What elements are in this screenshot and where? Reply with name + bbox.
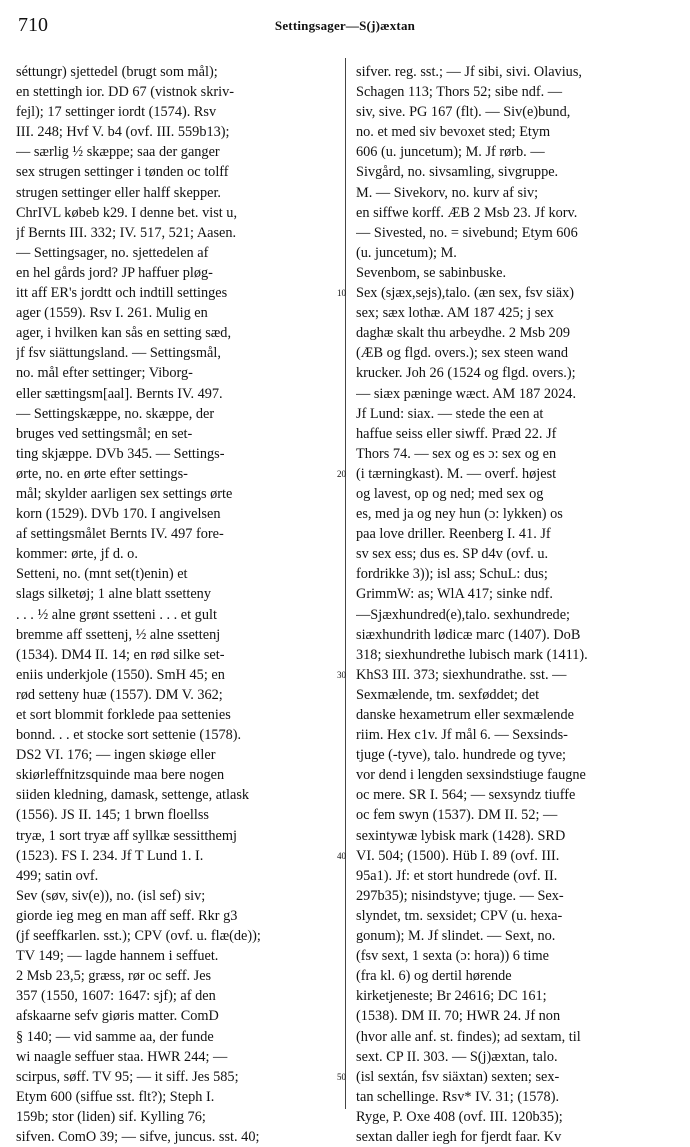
- text-line: Etym 600 (siffue sst. flt?); Steph I.: [16, 1088, 215, 1105]
- text-line: gonum); M. Jf slindet. — Sext, no.: [356, 928, 556, 945]
- text-line: siiden kledning, damask, settenge, atlask: [16, 787, 250, 804]
- text-line: es, med ja og ney hun (ɔ: lykken) os: [356, 506, 563, 523]
- text-line: KhS3 III. 373; siexhundrathe. sst. —: [356, 666, 567, 683]
- text-line: sifven. ComO 39; — sifve, juncus. sst. 40;: [16, 1128, 260, 1145]
- text-line: sextan daller iegh for fjerdt faar. Kv: [356, 1128, 562, 1145]
- text-line: bruges ved settingsmål; en set-: [16, 425, 193, 442]
- text-line: (jf seeffkarlen. sst.); CPV (ovf. u. flæ(de));: [16, 928, 261, 945]
- text-line: siv, sive. PG 167 (flt). — Siv(e)bund,: [356, 104, 571, 121]
- text-line: Thors 74. — sex og es ɔ: sex og en: [356, 445, 557, 462]
- text-line: 297b35); nisindstyve; tjuge. — Sex-: [356, 887, 564, 904]
- text-line: mål; skylder aarligen sex settings ørte: [16, 485, 233, 502]
- text-line: 606 (u. juncetum); M. Jf rørb. —: [356, 144, 545, 161]
- margin-number: 20: [337, 469, 346, 479]
- text-line: no. et med siv bevoxet sted; Etym: [356, 124, 551, 141]
- text-line: (i tærningkast). M. — overf. højest: [356, 465, 557, 482]
- text-line: paa love driller. Reenberg I. 41. Jf: [356, 526, 551, 543]
- text-line: krucker. Joh 26 (1524 og flgd. overs.);: [356, 365, 576, 382]
- text-line: M. — Sivekorv, no. kurv af siv;: [356, 184, 539, 201]
- text-line: 318; siexhundrethe lubisch mark (1411).: [356, 646, 588, 663]
- margin-number: 40: [337, 850, 346, 861]
- text-line: Jf Lund: siax. — stede the een at: [356, 405, 544, 422]
- text-line: (1523). FS I. 234. Jf T Lund 1. I.: [16, 847, 204, 864]
- margin-number: 50: [337, 1072, 346, 1082]
- text-line: 499; satin ovf.: [16, 867, 99, 884]
- text-line: séttungr) sjettedel (brugt som mål);: [16, 64, 218, 80]
- text-line: ager (1559). Rsv I. 261. Mulig en: [16, 305, 208, 322]
- text-line: 95a1). Jf: et stort hundrede (ovf. II.: [356, 867, 558, 884]
- text-line: Sexmælende, tm. sexføddet; det: [356, 686, 540, 703]
- page-header: [18, 14, 672, 40]
- text-line: oc mere. SR I. 564; — sexsyndz tiuffe: [356, 787, 576, 804]
- text-line: rød setteny huæ (1557). DM V. 362;: [16, 686, 223, 703]
- text-line: ager, i hvilken kan sås en setting sæd,: [16, 325, 232, 342]
- text-line: Sivgård, no. sivsamling, sivgruppe.: [356, 164, 559, 181]
- text-line: —Sjæxhundred(e),talo. sexhundrede;: [356, 606, 571, 623]
- text-line: slyndet, tm. sexsidet; CPV (u. hexa-: [356, 907, 563, 924]
- text-line: sext. CP II. 303. — S(j)æxtan, talo.: [356, 1048, 558, 1065]
- text-line: (1538). DM II. 70; HWR 24. Jf non: [356, 1008, 561, 1025]
- text-line: ting skjæppe. DVb 345. — Settings-: [16, 445, 225, 462]
- text-line: vor dend i lengden sexsindstiuge faugne: [356, 767, 586, 784]
- text-line: bonnd. . . et stocke sort settenie (1578).: [16, 727, 242, 744]
- text-line: og lavest, op og ned; med sex og: [356, 485, 544, 502]
- text-line: ørte, no. en ørte efter settings-: [16, 465, 188, 482]
- text-line: DS2 VI. 176; — ingen skiøge eller: [16, 747, 216, 764]
- text-line: danske hexametrum eller sexmælende: [356, 707, 574, 723]
- left-column: [16, 62, 334, 1147]
- text-line: (fra kl. 6) og dertil hørende: [356, 968, 512, 985]
- text-line: en stettingh ior. DD 67 (vistnok skriv-: [16, 84, 235, 101]
- text-line: Schagen 113; Thors 52; sibe ndf. —: [356, 84, 563, 101]
- text-line: korn (1529). DVb 170. I angivelsen: [16, 506, 221, 523]
- text-line: sex strugen settinger i tønden oc tolff: [16, 164, 229, 181]
- text-line: daghæ skalt thu arbeydhe. 2 Msb 209: [356, 325, 571, 342]
- text-line: fejl); 17 settinger iordt (1574). Rsv: [16, 104, 217, 121]
- text-line: (u. juncetum); M.: [356, 244, 457, 261]
- text-line: jf fsv siättungsland. — Settingsmål,: [16, 345, 221, 362]
- text-line: sex; sæx lothæ. AM 187 425; j sex: [356, 305, 554, 322]
- text-line: kirketjeneste; Br 24616; DC 161;: [356, 988, 547, 1005]
- margin-number: 10: [337, 288, 346, 299]
- text-line: — siæx pæninge wæct. AM 187 2024.: [356, 385, 577, 402]
- text-line: tan schellinge. Rsv* IV. 31; (1578).: [356, 1088, 560, 1105]
- text-line: (hvor alle anf. st. findes); ad sextam, til: [356, 1028, 581, 1045]
- text-line: itt aff ER's jordtt och indtill settinges: [16, 285, 228, 302]
- text-line: riim. Hex c1v. Jf mål 6. — Sexsinds-: [356, 727, 568, 744]
- text-line: Ryge, P. Oxe 408 (ovf. III. 120b35);: [356, 1108, 563, 1125]
- text-line: tjuge (-tyve), talo. hundrede og tyve;: [356, 747, 567, 764]
- text-line: strugen settinger eller halff skepper.: [16, 184, 221, 201]
- text-line: sv sex ess; dus es. SP d4v (ovf. u.: [356, 546, 549, 563]
- text-line: et sort blommit forklede paa settenies: [16, 707, 231, 723]
- margin-number: 30: [337, 670, 346, 680]
- text-line: Sevenbom, se sabinbuske.: [356, 264, 507, 281]
- text-line: en siffwe korff. ÆB 2 Msb 23. Jf korv.: [356, 204, 578, 221]
- text-line: en hel gårds jord? JP haffuer pløg-: [16, 264, 213, 281]
- text-line: jf Bernts III. 332; IV. 517, 521; Aasen.: [16, 224, 237, 241]
- text-line: fordrikke 3)); isl ass; SchuL: dus;: [356, 566, 548, 583]
- text-line: VI. 504; (1500). Hüb I. 89 (ovf. III.: [356, 847, 560, 864]
- text-line: GrimmW: as; WlA 417; sinke ndf.: [356, 586, 553, 603]
- text-line: Sex (sjæx,sejs),talo. (æn sex, fsv siäx): [356, 285, 575, 302]
- text-line: Sev (søv, siv(e)), no. (isl sef) siv;: [16, 887, 206, 904]
- text-line: af settingsmålet Bernts IV. 497 fore-: [16, 526, 224, 543]
- page-number: 710: [18, 14, 48, 36]
- text-line: 2 Msb 23,5; græss, rør oc seff. Jes: [16, 968, 212, 985]
- text-line: sexintywæ lybisk mark (1428). SRD: [356, 827, 566, 844]
- running-head: Settingsager—S(j)æxtan: [274, 18, 416, 33]
- text-line: skiørleffnitzsquinde maa bere nogen: [16, 767, 225, 784]
- text-line: ChrIVL købeb k29. I denne bet. vist u,: [16, 204, 238, 221]
- text-line: III. 248; Hvf V. b4 (ovf. III. 559b13);: [16, 124, 230, 141]
- right-column: [356, 62, 674, 1147]
- text-line: (1556). JS II. 145; 1 brwn floellss: [16, 807, 209, 824]
- text-line: kommer: ørte, jf d. o.: [16, 546, 138, 563]
- text-line: afskaarne sefv giøris matter. ComD: [16, 1008, 219, 1025]
- column-divider: [345, 58, 346, 1109]
- text-line: eller sættingsm[aal]. Bernts IV. 497.: [16, 385, 223, 402]
- text-line: § 140; — vid samme aa, der funde: [16, 1028, 214, 1045]
- text-line: no. mål efter settinger; Viborg-: [16, 365, 193, 382]
- text-line: (fsv sext, 1 sexta (ɔ: hora)) 6 time: [356, 948, 549, 965]
- text-line: wi naagle seffuer staa. HWR 244; —: [16, 1048, 228, 1065]
- text-line: scirpus, søff. TV 95; — it siff. Jes 585;: [16, 1068, 239, 1085]
- text-line: — Settingskæppe, no. skæppe, der: [16, 405, 215, 422]
- text-line: bremme aff ssettenj, ½ alne ssettenj: [16, 626, 221, 643]
- text-line: siæxhundrith lødicæ marc (1407). DoB: [356, 626, 581, 643]
- text-line: (1534). DM4 II. 14; en rød silke set-: [16, 646, 225, 663]
- text-line: sifver. reg. sst.; — Jf sibi, sivi. Olavius,: [356, 64, 582, 80]
- text-line: eniis underkjole (1550). SmH 45; en: [16, 666, 225, 683]
- text-line: (ÆB og flgd. overs.); sex steen wand: [356, 345, 569, 362]
- text-line: giorde ieg meg en man aff seff. Rkr g3: [16, 907, 238, 924]
- text-line: — Sivested, no. = sivebund; Etym 606: [356, 224, 578, 241]
- text-line: oc fem swyn (1537). DM II. 52; —: [356, 807, 558, 824]
- text-line: (isl sextán, fsv siäxtan) sexten; sex-: [356, 1068, 560, 1085]
- text-line: 159b; stor (liden) sif. Kylling 76;: [16, 1108, 206, 1125]
- text-line: tryæ, 1 sort tryæ aff syllkæ sessitthemj: [16, 827, 237, 844]
- text-line: . . . ½ alne grønt ssetteni . . . et gult: [16, 606, 217, 623]
- text-line: haffue seiss eller siwff. Præd 22. Jf: [356, 425, 557, 442]
- text-line: — særlig ½ skæppe; saa der ganger: [16, 144, 220, 161]
- text-line: Setteni, no. (mnt set(t)enin) et: [16, 566, 188, 583]
- text-line: — Settingsager, no. sjettedelen af: [16, 244, 209, 261]
- text-line: TV 149; — lagde hannem i seffuet.: [16, 948, 219, 965]
- text-line: slags silketøj; 1 alne blatt ssetteny: [16, 586, 211, 603]
- text-line: 357 (1550, 1607: 1647: sjf); af den: [16, 988, 216, 1005]
